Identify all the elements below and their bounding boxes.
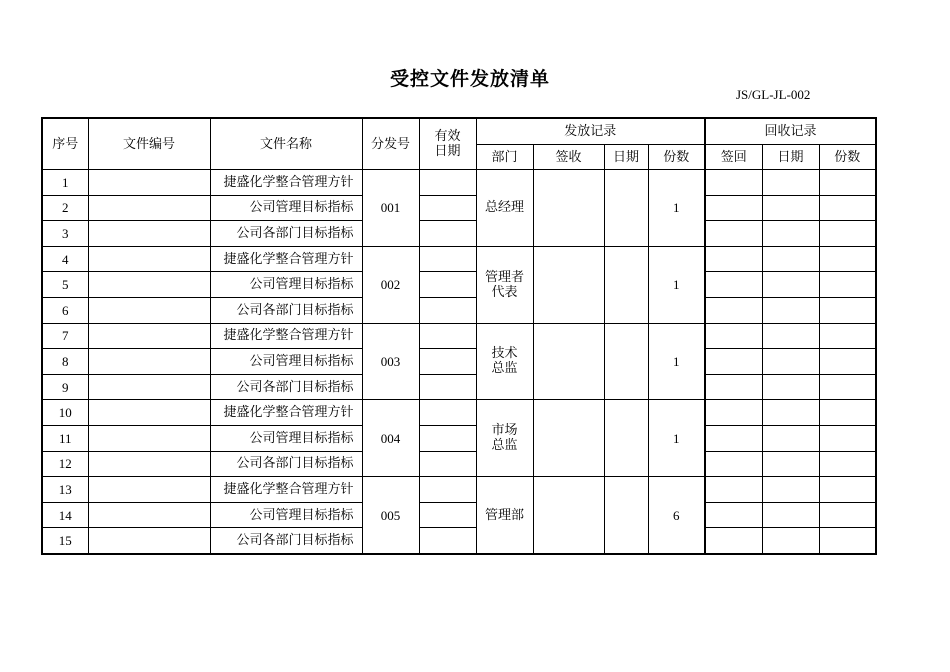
cell-seq: 6 <box>42 297 88 323</box>
cell-file-name: 公司管理目标指标 <box>210 425 362 451</box>
header-file-no: 文件编号 <box>88 118 210 170</box>
table-row <box>42 400 876 426</box>
cell-sign-back <box>705 195 762 221</box>
header-recall-copies: 份数 <box>819 145 876 170</box>
cell-sign-back <box>705 297 762 323</box>
cell-file-name: 公司管理目标指标 <box>210 272 362 298</box>
cell-copies: 1 <box>648 170 705 247</box>
table-row <box>42 195 876 221</box>
cell-sign-back <box>705 425 762 451</box>
document-title: 受控文件发放清单 <box>389 68 550 90</box>
cell-dist-no: 003 <box>362 323 419 400</box>
cell-file-no <box>88 323 210 349</box>
header-effective-date-line1: 有效 <box>434 129 461 144</box>
cell-recall-date <box>762 374 819 400</box>
cell-recall-date <box>762 297 819 323</box>
cell-dist-no: 002 <box>362 246 419 323</box>
cell-recall-date <box>762 502 819 528</box>
cell-recall-copies <box>819 349 876 375</box>
cell-sign-back <box>705 272 762 298</box>
cell-file-name: 捷盛化学整合管理方针 <box>210 246 362 272</box>
cell-effective-date <box>419 272 476 298</box>
cell-seq: 9 <box>42 374 88 400</box>
cell-seq: 13 <box>42 477 88 503</box>
table-row <box>42 451 876 477</box>
header-effective-date-line2: 日期 <box>434 144 461 159</box>
cell-sign-back <box>705 246 762 272</box>
cell-file-name: 公司各部门目标指标 <box>210 221 362 247</box>
cell-recall-copies <box>819 221 876 247</box>
cell-sign <box>533 400 604 477</box>
cell-sign <box>533 323 604 400</box>
cell-sign-back <box>705 451 762 477</box>
cell-dist-no: 004 <box>362 400 419 477</box>
table-row <box>42 374 876 400</box>
table-row <box>42 246 876 272</box>
cell-file-no <box>88 374 210 400</box>
cell-date <box>604 477 648 554</box>
cell-dept-line1: 管理者 <box>484 269 524 285</box>
cell-sign-back <box>705 221 762 247</box>
cell-file-name: 公司各部门目标指标 <box>210 374 362 400</box>
cell-dept <box>476 246 533 323</box>
cell-dept <box>476 323 533 400</box>
table-row <box>42 349 876 375</box>
cell-dept-line2: 代表 <box>491 284 518 300</box>
cell-sign-back <box>705 400 762 426</box>
header-dept: 部门 <box>476 145 533 170</box>
header-effective-date <box>419 118 476 170</box>
cell-seq: 15 <box>42 528 88 554</box>
cell-seq: 14 <box>42 502 88 528</box>
cell-file-name: 捷盛化学整合管理方针 <box>210 323 362 349</box>
cell-seq: 7 <box>42 323 88 349</box>
cell-dept <box>476 170 533 247</box>
cell-effective-date <box>419 349 476 375</box>
cell-effective-date <box>419 221 476 247</box>
cell-sign-back <box>705 502 762 528</box>
cell-seq: 10 <box>42 400 88 426</box>
cell-recall-copies <box>819 195 876 221</box>
cell-sign-back <box>705 374 762 400</box>
cell-file-no <box>88 170 210 196</box>
cell-dept-line2: 总监 <box>491 438 518 454</box>
cell-date <box>604 400 648 477</box>
cell-dept <box>476 400 533 477</box>
cell-file-no <box>88 246 210 272</box>
cell-recall-date <box>762 477 819 503</box>
cell-effective-date <box>419 528 476 554</box>
cell-file-no <box>88 297 210 323</box>
cell-recall-copies <box>819 477 876 503</box>
cell-recall-date <box>762 195 819 221</box>
cell-date <box>604 323 648 400</box>
cell-file-no <box>88 272 210 298</box>
cell-recall-date <box>762 425 819 451</box>
header-file-name: 文件名称 <box>210 118 362 170</box>
cell-recall-copies <box>819 246 876 272</box>
cell-sign <box>533 246 604 323</box>
cell-file-name: 公司各部门目标指标 <box>210 297 362 323</box>
cell-recall-date <box>762 272 819 298</box>
cell-dept-line1: 市场 <box>491 423 518 439</box>
cell-dept <box>476 477 533 554</box>
cell-seq: 1 <box>42 170 88 196</box>
table-row <box>42 297 876 323</box>
cell-recall-copies <box>819 425 876 451</box>
cell-date <box>604 246 648 323</box>
cell-dist-no: 005 <box>362 477 419 554</box>
header-recall-date: 日期 <box>762 145 819 170</box>
cell-recall-date <box>762 400 819 426</box>
cell-file-no <box>88 528 210 554</box>
header-sign: 签收 <box>533 145 604 170</box>
cell-dept-line1: 管理部 <box>484 507 524 523</box>
cell-file-no <box>88 349 210 375</box>
cell-dist-no: 001 <box>362 170 419 247</box>
cell-effective-date <box>419 246 476 272</box>
table-row <box>42 425 876 451</box>
cell-file-no <box>88 477 210 503</box>
cell-recall-copies <box>819 297 876 323</box>
cell-file-name: 捷盛化学整合管理方针 <box>210 170 362 196</box>
cell-file-no <box>88 451 210 477</box>
cell-recall-date <box>762 221 819 247</box>
cell-effective-date <box>419 323 476 349</box>
header-dist-no: 分发号 <box>362 118 419 170</box>
cell-recall-copies <box>819 170 876 196</box>
cell-sign-back <box>705 528 762 554</box>
table-row <box>42 502 876 528</box>
cell-recall-date <box>762 451 819 477</box>
cell-effective-date <box>419 502 476 528</box>
cell-file-no <box>88 502 210 528</box>
table-row <box>42 323 876 349</box>
cell-seq: 4 <box>42 246 88 272</box>
table-row <box>42 170 876 196</box>
cell-recall-copies <box>819 451 876 477</box>
cell-dept-line1: 总经理 <box>484 200 524 216</box>
cell-file-name: 公司管理目标指标 <box>210 195 362 221</box>
cell-copies: 1 <box>648 323 705 400</box>
cell-dept-line2: 总监 <box>491 361 518 377</box>
cell-file-name: 捷盛化学整合管理方针 <box>210 400 362 426</box>
cell-file-no <box>88 425 210 451</box>
cell-file-name: 公司各部门目标指标 <box>210 451 362 477</box>
cell-sign-back <box>705 170 762 196</box>
cell-sign-back <box>705 323 762 349</box>
header-sign-back: 签回 <box>705 145 762 170</box>
cell-seq: 8 <box>42 349 88 375</box>
cell-file-name: 公司管理目标指标 <box>210 349 362 375</box>
cell-file-no <box>88 195 210 221</box>
cell-file-name: 公司各部门目标指标 <box>210 528 362 554</box>
cell-effective-date <box>419 297 476 323</box>
cell-recall-date <box>762 528 819 554</box>
cell-sign <box>533 477 604 554</box>
cell-seq: 12 <box>42 451 88 477</box>
header-issue-record: 发放记录 <box>476 118 705 145</box>
cell-recall-copies <box>819 374 876 400</box>
header-recall-record: 回收记录 <box>705 118 876 145</box>
cell-copies: 1 <box>648 246 705 323</box>
cell-file-no <box>88 400 210 426</box>
document-code: JS/GL-JL-002 <box>736 87 811 102</box>
table-row <box>42 477 876 503</box>
cell-effective-date <box>419 400 476 426</box>
cell-recall-date <box>762 246 819 272</box>
cell-seq: 5 <box>42 272 88 298</box>
cell-recall-copies <box>819 323 876 349</box>
header-copies: 份数 <box>648 145 705 170</box>
cell-copies: 6 <box>648 477 705 554</box>
cell-sign-back <box>705 349 762 375</box>
cell-effective-date <box>419 170 476 196</box>
cell-recall-date <box>762 170 819 196</box>
cell-recall-date <box>762 349 819 375</box>
cell-seq: 11 <box>42 425 88 451</box>
cell-file-no <box>88 221 210 247</box>
table-row <box>42 528 876 554</box>
cell-recall-date <box>762 323 819 349</box>
header-seq: 序号 <box>42 118 88 170</box>
distribution-table <box>41 117 877 555</box>
cell-effective-date <box>419 425 476 451</box>
cell-seq: 3 <box>42 221 88 247</box>
cell-effective-date <box>419 195 476 221</box>
cell-date <box>604 170 648 247</box>
cell-sign <box>533 170 604 247</box>
cell-effective-date <box>419 477 476 503</box>
cell-recall-copies <box>819 502 876 528</box>
cell-copies: 1 <box>648 400 705 477</box>
table-row <box>42 221 876 247</box>
cell-recall-copies <box>819 272 876 298</box>
cell-seq: 2 <box>42 195 88 221</box>
cell-file-name: 公司管理目标指标 <box>210 502 362 528</box>
table-row <box>42 272 876 298</box>
cell-sign-back <box>705 477 762 503</box>
cell-recall-copies <box>819 400 876 426</box>
cell-file-name: 捷盛化学整合管理方针 <box>210 477 362 503</box>
cell-effective-date <box>419 374 476 400</box>
cell-recall-copies <box>819 528 876 554</box>
cell-dept-line1: 技术 <box>491 346 518 362</box>
header-date: 日期 <box>604 145 648 170</box>
cell-effective-date <box>419 451 476 477</box>
